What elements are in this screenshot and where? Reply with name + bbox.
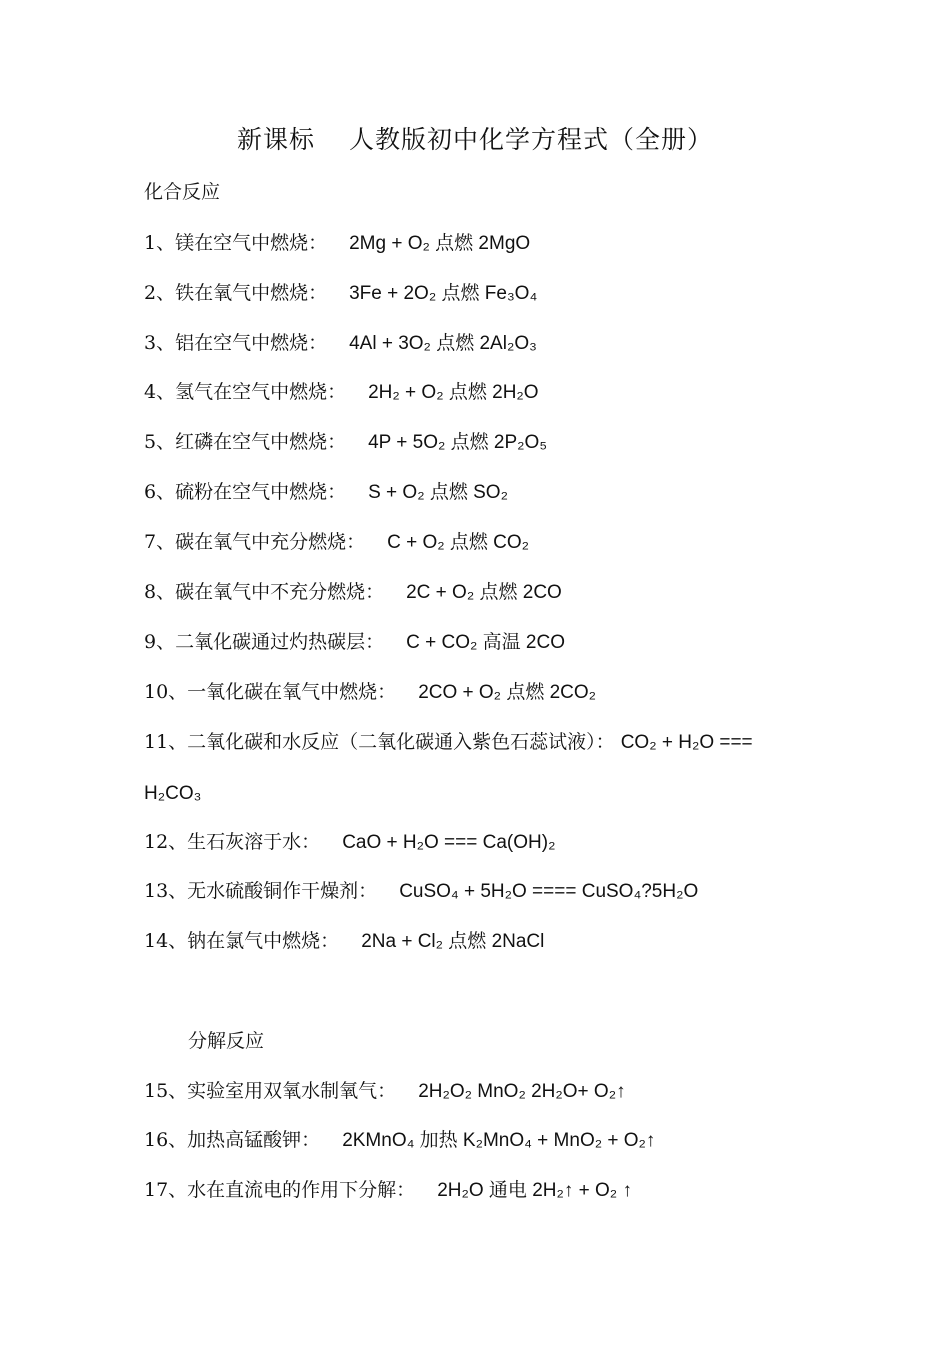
equation-label: 14、钠在氯气中燃烧： [144, 930, 340, 952]
equation-label: 6、硫粉在空气中燃烧： [144, 481, 347, 503]
section-heading-combination: 化合反应 [144, 181, 221, 203]
equation-line-16 [144, 1126, 864, 1155]
equation-line-1 [144, 229, 864, 258]
equation-text: 2Na + Cl₂ 点燃 2NaCl [361, 931, 545, 952]
equation-label: 7、碳在氧气中充分燃烧： [144, 531, 366, 553]
equation-label: 8、碳在氧气中不充分燃烧： [144, 581, 385, 603]
equation-text: 2KMnO₄ 加热 K₂MnO₄ + MnO₂ + O₂↑ [342, 1130, 656, 1151]
equation-line-11 [144, 728, 864, 757]
equation-text: CuSO₄ + 5H₂O ==== CuSO₄?5H₂O [399, 881, 699, 902]
equation-line-17 [144, 1176, 864, 1205]
equation-text: CO₂ + H₂O === [620, 732, 753, 753]
equation-text: 3Fe + 2O₂ 点燃 Fe₃O₄ [349, 283, 538, 304]
equation-label: 16、加热高锰酸钾： [144, 1129, 321, 1151]
equation-text: 2H₂ + O₂ 点燃 2H₂O [368, 382, 539, 403]
equation-line-15 [144, 1077, 864, 1106]
equation-label: 13、无水硫酸铜作干燥剂： [144, 880, 378, 902]
equation-line-14 [144, 927, 864, 956]
equation-line-7 [144, 528, 864, 557]
equation-line-6 [144, 478, 864, 507]
document-title [0, 122, 950, 158]
title-part-1: 新课标 [236, 125, 315, 154]
title-part-2: 人教版初中化学方程式（全册） [349, 125, 714, 154]
equation-text: CaO + H₂O === Ca(OH)₂ [342, 832, 556, 853]
equation-label: 2、铁在氧气中燃烧： [144, 282, 328, 304]
equation-label: 10、一氧化碳在氧气中燃烧： [144, 681, 397, 703]
equation-label: 17、水在直流电的作用下分解： [144, 1179, 416, 1201]
equation-text: 2CO + O₂ 点燃 2CO₂ [418, 682, 597, 703]
equation-line-4 [144, 378, 864, 407]
equation-label: 5、红磷在空气中燃烧： [144, 431, 347, 453]
equation-line-11-continued [144, 779, 864, 808]
equation-label: 9、二氧化碳通过灼热碳层： [144, 631, 385, 653]
equation-line-5 [144, 428, 864, 457]
equation-line-9 [144, 628, 864, 657]
equation-label: 12、生石灰溶于水： [144, 831, 321, 853]
equation-text: 2C + O₂ 点燃 2CO [406, 582, 562, 603]
equation-line-12 [144, 828, 864, 857]
equation-text: H₂CO₃ [144, 783, 202, 804]
equation-text: C + CO₂ 高温 2CO [406, 632, 565, 653]
equation-label: 3、铝在空气中燃烧： [144, 332, 328, 354]
equation-text: C + O₂ 点燃 CO₂ [387, 532, 530, 553]
section-heading-decomposition: 分解反应 [188, 1030, 265, 1052]
equation-line-2 [144, 279, 864, 308]
equation-text: 4Al + 3O₂ 点燃 2Al₂O₃ [349, 333, 537, 354]
equation-text: 4P + 5O₂ 点燃 2P₂O₅ [368, 432, 547, 453]
equation-text: 2H₂O₂ MnO₂ 2H₂O+ O₂↑ [418, 1081, 626, 1102]
equation-label: 11、二氧化碳和水反应（二氧化碳通入紫色石蕊试液）： [144, 731, 615, 753]
equation-label: 15、实验室用双氧水制氧气： [144, 1080, 397, 1102]
equation-line-3 [144, 329, 864, 358]
equation-line-13 [144, 877, 864, 906]
equation-text: 2Mg + O₂ 点燃 2MgO [349, 233, 531, 254]
equation-text: S + O₂ 点燃 SO₂ [368, 482, 508, 503]
equation-label: 1、镁在空气中燃烧： [144, 232, 328, 254]
equation-line-10 [144, 678, 864, 707]
equation-text: 2H₂O 通电 2H₂↑ + O₂ ↑ [437, 1180, 632, 1201]
equation-line-8 [144, 578, 864, 607]
equation-label: 4、氢气在空气中燃烧： [144, 381, 347, 403]
